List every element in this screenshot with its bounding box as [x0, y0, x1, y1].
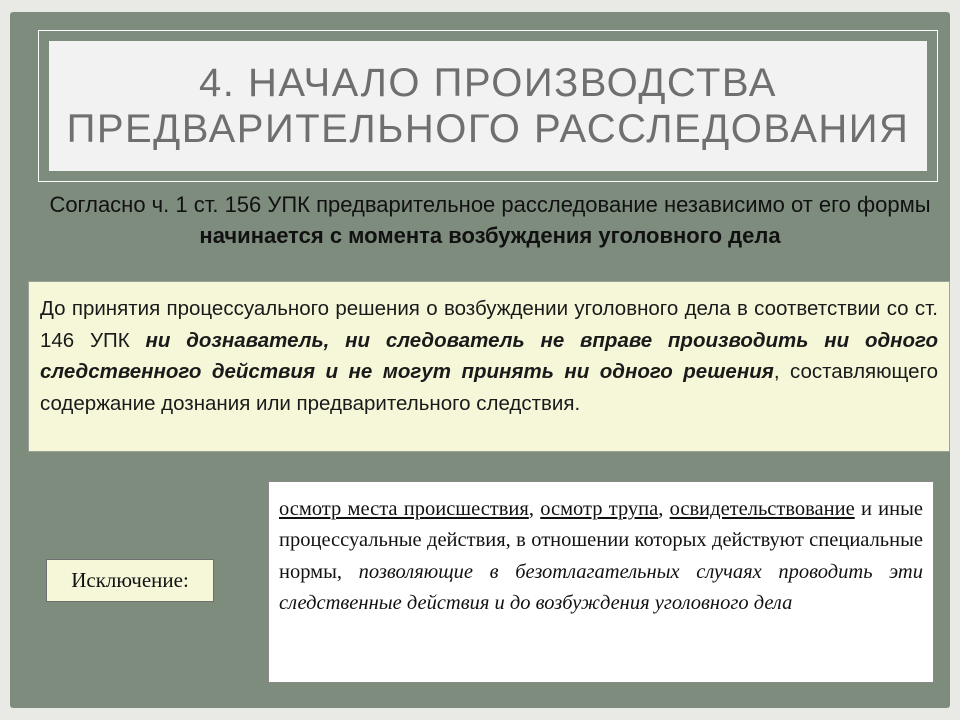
intro-text: Согласно ч. 1 ст. 156 УПК предварительное расследование независимо от его формы	[49, 192, 931, 217]
slide	[10, 12, 950, 708]
title-line-1: 4. НАЧАЛО ПРОИЗВОДСТВА	[199, 61, 777, 105]
restriction-emphasis: ни дознаватель, ни следователь не вправе производить ни одного следственного действия и не могут принять ни одного решения	[40, 328, 938, 383]
page-title	[67, 60, 910, 152]
exception-box	[268, 481, 934, 683]
exception-text: и иные процессуальные действия, в отношении которых действуют специальные нормы,	[279, 498, 923, 583]
exception-action-examination: освидетельствование	[669, 498, 855, 520]
intro-bold-text: начинается с момента возбуждения уголовного дела	[199, 223, 781, 248]
exception-action-scene-inspection: осмотр места происшествия	[279, 498, 529, 520]
restriction-text-start: До принятия процессуального решения о возбуждении уголовного дела в соответствии со ст. 146 УПК	[40, 297, 938, 352]
exception-italic-text: позволяющие в безотлагательных случаях проводить эти следственные действия и до возбуждения уголовного дела	[279, 560, 923, 614]
intro-paragraph	[42, 189, 938, 251]
title-line-2: ПРЕДВАРИТЕЛЬНОГО РАССЛЕДОВАНИЯ	[66, 107, 910, 151]
title-panel	[49, 41, 927, 171]
restriction-note	[28, 281, 950, 452]
exception-separator: ,	[658, 498, 670, 520]
exception-label: Исключение:	[46, 559, 214, 602]
exception-separator: ,	[528, 498, 541, 520]
title-frame	[38, 30, 938, 182]
restriction-text-end: , составляющего содержание дознания или предварительного следствия.	[40, 360, 938, 415]
exception-action-corpse-inspection: осмотр трупа	[540, 498, 659, 520]
